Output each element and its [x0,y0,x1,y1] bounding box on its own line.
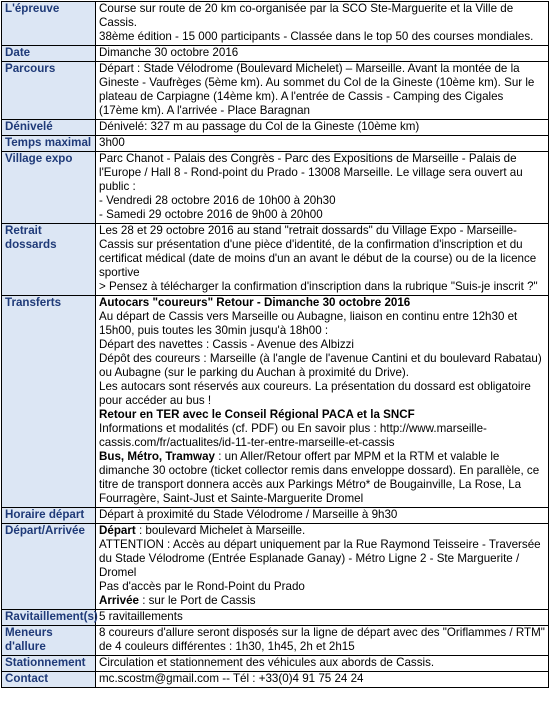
value-line: - Samedi 29 octobre 2016 de 9h00 à 20h00 [99,208,323,221]
value-line: 3h00 [99,136,125,149]
row-label: Départ/Arrivée [2,524,96,610]
value-line [99,408,545,422]
value-line: Départ : Stade Vélodrome (Boulevard Michelet) – Marseille. Avant la montée de la Gineste - Vaufrèges (5ème km). Au sommet du Col de la Gineste (10ème km). Sur le plateau de Carpiagne (14ème km). A l'entrée de Cassis - Camping des Cigales (17ème km). A l'arrivée - Place Baragnan [99,62,535,117]
value-line [99,338,545,352]
race-info-table [1,1,549,688]
value-line: - Vendredi 28 octobre 2016 de 10h00 à 20h30 [99,194,336,207]
value-text: Dépôt des coureurs : Marseille (à l'angle de l'avenue Cantini et du boulevard Rabatau) ou Aubagne (sur le parking du Auchan à proximité du Drive). [99,352,542,379]
value-bold-text: Bus, Métro, Tramway [99,450,215,463]
value-text: : un Aller/Retour offert par MPM et la RTM et valable le dimanche 30 octobre (ticket collector remis dans enveloppe dossard). En parallèle, ce titre de transport donnera accès aux Parkings Métro* de Bougainville, La Rose, La Fourragère, Saint-Just et Sainte-Marguerite Dromel [99,450,540,505]
row-value [96,224,549,296]
value-line: Parc Chanot - Palais des Congrès - Parc des Expositions de Marseille - Palais de l'Europe / Hall 8 - Rond-point du Prado - 13008 Marseille. Le village sera ouvert au public : [99,152,523,193]
value-line: Dénivelé: 327 m au passage du Col de la Gineste (10ème km) [99,120,420,133]
info-row [2,2,549,46]
row-value [96,524,549,610]
info-row [2,46,549,62]
row-label: Parcours [2,62,96,120]
value-bold-text: Arrivée [99,594,139,607]
info-row [2,610,549,626]
value-line: mc.scostm@gmail.com -- Tél : +33(0)4 91 75 24 24 [99,672,364,685]
value-text: Les autocars sont réservés aux coureurs. La présentation du dossard est obligatoire pour accéder au bus ! [99,380,531,407]
info-row [2,296,549,508]
row-value [96,508,549,524]
row-value [96,296,549,508]
value-line [99,422,545,450]
value-line [99,310,545,338]
info-row [2,152,549,224]
value-text: Départ des navettes : Cassis - Avenue des Albizzi [99,338,354,351]
row-value [96,626,549,656]
value-line: Dimanche 30 octobre 2016 [99,46,239,59]
value-line [99,580,545,594]
row-label: Date [2,46,96,62]
row-value [96,120,549,136]
row-label: Transferts [2,296,96,508]
value-text: ATTENTION : Accès au départ uniquement par la Rue Raymond Teisseire - Traversée du Stade Vélodrome (Entrée Esplanade Ganay) - Métro Ligne 2 - Ste Marguerite / Dromel [99,538,541,579]
value-line [99,450,545,506]
row-value [96,46,549,62]
value-line [99,594,545,608]
row-label: Village expo [2,152,96,224]
row-label: Contact [2,672,96,688]
value-line: Circulation et stationnement des véhicules aux abords de Cassis. [99,656,435,669]
info-row [2,626,549,656]
value-line: 8 coureurs d'allure seront disposés sur la ligne de départ avec des "Oriflammes / RTM" de 4 couleurs différentes : 1h30, 1h45, 2h et 2h15 [99,626,545,653]
value-text: : boulevard Michelet à Marseille. [135,524,306,537]
row-value [96,610,549,626]
value-text: Au départ de Cassis vers Marseille ou Aubagne, liaison en continu entre 12h30 et 15h00, puis toutes les 30min jusqu'à 18h00 : [99,310,518,337]
row-value [96,136,549,152]
row-label: L'épreuve [2,2,96,46]
value-line [99,296,545,310]
value-line: Les 28 et 29 octobre 2016 au stand "retrait dossards" du Village Expo - Marseille-Cassis sur présentation d'une pièce d'identité, de la confirmation d'inscription et du certificat médical (date de moins d'un an avant le début de la course) ou de la licence sportive [99,224,537,279]
row-label: Dénivelé [2,120,96,136]
row-label: Meneurs d'allure [2,626,96,656]
value-line [99,524,545,538]
row-value [96,2,549,46]
value-line: 38ème édition - 15 000 participants - Classée dans le top 50 des courses mondiales. [99,30,534,43]
row-label: Ravitaillement(s) [2,610,96,626]
value-line [99,380,545,408]
race-info-body [2,2,549,688]
info-row [2,120,549,136]
value-line: 5 ravitaillements [99,610,183,623]
info-row [2,508,549,524]
row-value [96,656,549,672]
row-label: Temps maximal [2,136,96,152]
info-row [2,136,549,152]
info-row [2,62,549,120]
row-label: Horaire départ [2,508,96,524]
value-bold-text: Autocars "coureurs" Retour - Dimanche 30 octobre 2016 [99,296,411,309]
row-label: Retrait dossards [2,224,96,296]
info-row [2,656,549,672]
value-text: Informations et modalités (cf. PDF) ou En savoir plus : http://www.marseille-cassis.com/fr/actualites/id-11-ter-entre-marseille-et-cassis [99,422,487,449]
row-value [96,62,549,120]
row-value [96,152,549,224]
value-bold-text: Retour en TER avec le Conseil Régional PACA et la SNCF [99,408,415,421]
value-line: Course sur route de 20 km co-organisée par la SCO Ste-Marguerite et la Ville de Cassis. [99,2,514,29]
info-row [2,224,549,296]
value-text: Pas d'accès par le Rond-Point du Prado [99,580,305,593]
row-value [96,672,549,688]
value-line [99,538,545,580]
value-line: Départ à proximité du Stade Vélodrome / Marseille à 9h30 [99,508,398,521]
info-row [2,672,549,688]
value-line [99,352,545,380]
row-label: Stationnement [2,656,96,672]
value-text: : sur le Port de Cassis [138,594,256,607]
value-bold-text: Départ [99,524,136,537]
value-line: > Pensez à télécharger la confirmation d'inscription dans la rubrique "Suis-je inscrit ?" [99,280,538,293]
info-row [2,524,549,610]
